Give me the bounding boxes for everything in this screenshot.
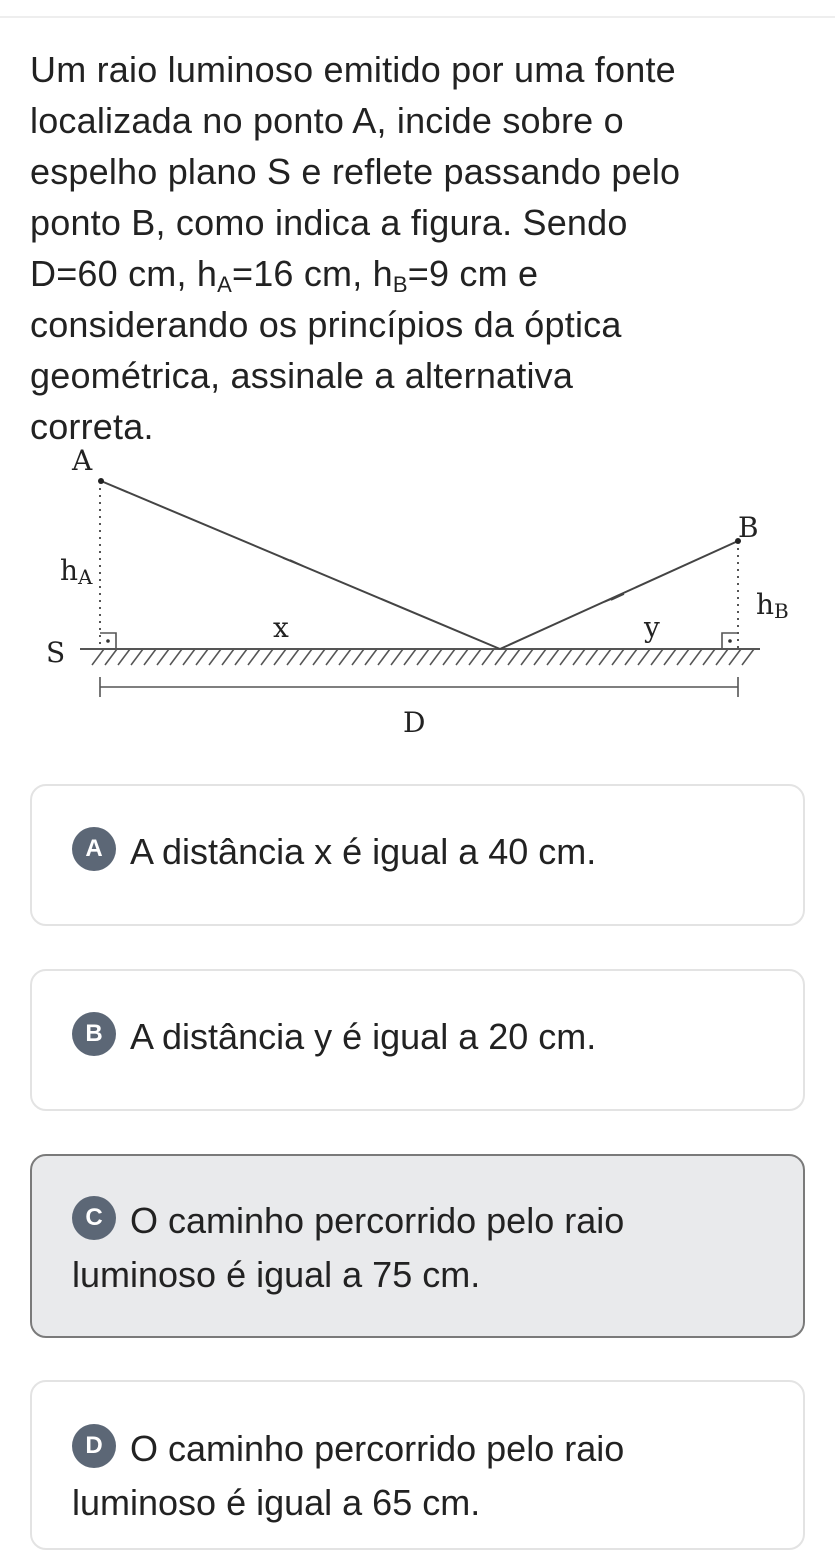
mirror-hatch-mark xyxy=(599,649,611,665)
mirror-hatch-mark xyxy=(248,649,260,665)
label-height-A xyxy=(60,554,93,589)
mirror-hatch-mark xyxy=(469,649,481,665)
mirror-hatch-mark xyxy=(300,649,312,665)
incident-ray-arrow xyxy=(283,558,303,566)
mirror-hatch-mark xyxy=(534,649,546,665)
question-line: geométrica, assinale a alternativa xyxy=(30,355,574,396)
mirror-hatch-mark xyxy=(690,649,702,665)
option-c-text-line: O caminho percorrido pelo raio xyxy=(130,1200,625,1241)
mirror-hatch-mark xyxy=(365,649,377,665)
mirror-hatch-mark xyxy=(456,649,468,665)
label-point-A: A xyxy=(72,444,93,477)
option-b-letter-badge: B xyxy=(72,1012,116,1056)
question-line: Um raio luminoso emitido por uma fonte xyxy=(30,49,676,90)
mirror-hatch-mark xyxy=(443,649,455,665)
label-point-B: B xyxy=(738,511,759,544)
option-d-text xyxy=(72,1422,625,1530)
subscript-B: B xyxy=(392,272,408,297)
option-a-card[interactable] xyxy=(30,784,805,926)
option-a-text: A distância x é igual a 40 cm. xyxy=(130,831,597,872)
right-angle-mark-B xyxy=(722,633,738,649)
mirror-hatch-mark xyxy=(495,649,507,665)
mirror-hatch-mark xyxy=(482,649,494,665)
value-hA: =16 cm, h xyxy=(231,253,393,294)
question-line: localizada no ponto A, incide sobre o xyxy=(30,100,624,141)
mirror-hatch-mark xyxy=(222,649,234,665)
option-c-text xyxy=(72,1194,625,1302)
option-c-letter-badge: C xyxy=(72,1196,116,1240)
label-height-A-sub: A xyxy=(78,565,93,589)
mirror-hatch-mark xyxy=(339,649,351,665)
mirror-hatch-mark xyxy=(274,649,286,665)
label-height-B xyxy=(756,588,789,623)
mirror-hatch-mark xyxy=(742,649,754,665)
mirror-hatch-mark xyxy=(209,649,221,665)
mirror-hatch-mark xyxy=(703,649,715,665)
mirror-hatch-mark xyxy=(638,649,650,665)
label-height-B-sub: B xyxy=(774,599,789,623)
mirror-hatch-mark xyxy=(430,649,442,665)
question-line: considerando os princípios da óptica xyxy=(30,304,622,345)
mirror-hatch-mark xyxy=(508,649,520,665)
option-d-text-line: O caminho percorrido pelo raio xyxy=(130,1428,625,1469)
point-A xyxy=(98,478,104,484)
reflected-ray xyxy=(500,541,738,649)
mirror-hatch-mark xyxy=(131,649,143,665)
mirror-hatching xyxy=(92,649,754,665)
option-c-text-line: luminoso é igual a 75 cm. xyxy=(72,1254,481,1295)
mirror-hatch-mark xyxy=(521,649,533,665)
mirror-hatch-mark xyxy=(170,649,182,665)
mirror-hatch-mark xyxy=(183,649,195,665)
question-line-values xyxy=(30,248,810,299)
mirror-hatch-mark xyxy=(612,649,624,665)
mirror-hatch-mark xyxy=(157,649,169,665)
right-angle-mark-A xyxy=(100,633,116,649)
option-b-card[interactable] xyxy=(30,969,805,1111)
mirror-hatch-mark xyxy=(118,649,130,665)
value-D: D=60 cm, h xyxy=(30,253,218,294)
mirror-hatch-mark xyxy=(729,649,741,665)
question-line: correta. xyxy=(30,406,154,447)
option-d-card[interactable] xyxy=(30,1380,805,1550)
option-a-letter-badge: A xyxy=(72,827,116,871)
mirror-hatch-mark xyxy=(287,649,299,665)
mirror-hatch-mark xyxy=(196,649,208,665)
mirror-reflection-diagram xyxy=(0,440,835,740)
question-text xyxy=(30,44,810,452)
label-height-B-main: h xyxy=(756,588,775,621)
reflected-ray-arrow xyxy=(604,594,624,602)
top-divider xyxy=(0,16,835,18)
mirror-hatch-mark xyxy=(391,649,403,665)
mirror-hatch-mark xyxy=(573,649,585,665)
mirror-hatch-mark xyxy=(547,649,559,665)
mirror-hatch-mark xyxy=(716,649,728,665)
mirror-hatch-mark xyxy=(677,649,689,665)
label-distance-y: y xyxy=(644,611,660,644)
question-line: espelho plano S e reflete passando pelo xyxy=(30,151,681,192)
mirror-hatch-mark xyxy=(378,649,390,665)
label-mirror-S: S xyxy=(46,636,66,669)
mirror-hatch-mark xyxy=(261,649,273,665)
subscript-A: A xyxy=(217,272,232,297)
mirror-hatch-mark xyxy=(326,649,338,665)
label-distance-D: D xyxy=(403,706,426,739)
mirror-hatch-mark xyxy=(586,649,598,665)
mirror-hatch-mark xyxy=(664,649,676,665)
label-height-A-main: h xyxy=(60,554,79,587)
mirror-hatch-mark xyxy=(144,649,156,665)
mirror-hatch-mark xyxy=(625,649,637,665)
label-distance-x: x xyxy=(273,611,289,644)
mirror-hatch-mark xyxy=(352,649,364,665)
mirror-hatch-mark xyxy=(235,649,247,665)
value-hB: =9 cm e xyxy=(407,253,539,294)
mirror-hatch-mark xyxy=(417,649,429,665)
mirror-hatch-mark xyxy=(560,649,572,665)
option-b-text: A distância y é igual a 20 cm. xyxy=(130,1016,597,1057)
mirror-hatch-mark xyxy=(105,649,117,665)
mirror-hatch-mark xyxy=(651,649,663,665)
question-line: ponto B, como indica a figura. Sendo xyxy=(30,202,628,243)
mirror-hatch-mark xyxy=(404,649,416,665)
option-d-text-line: luminoso é igual a 65 cm. xyxy=(72,1482,481,1523)
mirror-hatch-mark xyxy=(92,649,104,665)
option-d-letter-badge: D xyxy=(72,1424,116,1468)
mirror-hatch-mark xyxy=(313,649,325,665)
option-c-card[interactable] xyxy=(30,1154,805,1338)
